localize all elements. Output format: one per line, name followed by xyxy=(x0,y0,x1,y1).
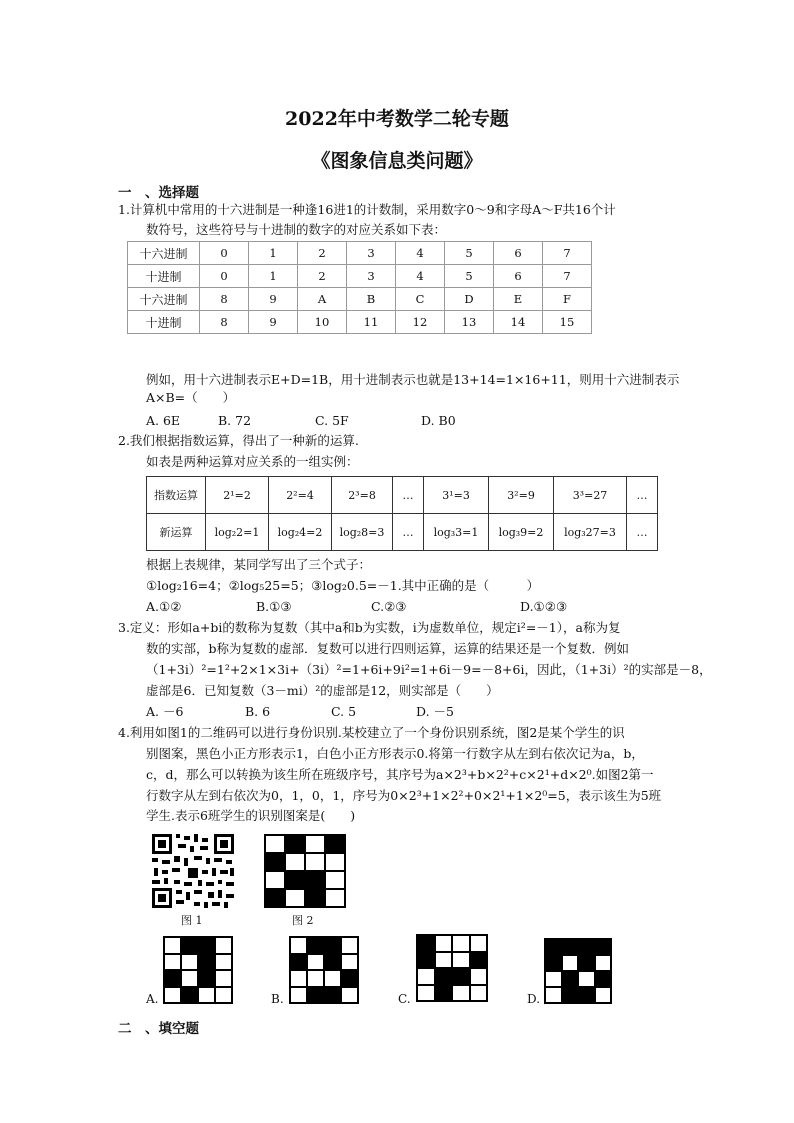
table-cell: 1 xyxy=(249,265,298,288)
table-cell: 12 xyxy=(396,311,445,334)
table-cell: 5 xyxy=(445,242,494,265)
table-cell: 15 xyxy=(543,311,592,334)
table-row-head: 十六进制 xyxy=(128,242,200,265)
q3-option-a[interactable]: A. －6 xyxy=(146,704,184,719)
table-cell: 8 xyxy=(200,311,249,334)
q4-line4: 行数字从左到右依次为0，1，0，1，序号为0×2³+1×2²+0×2¹+1×2⁰=5，表示该生为5班 xyxy=(146,788,662,803)
table-cell: 6 xyxy=(494,242,543,265)
table-cell: 4 xyxy=(396,265,445,288)
q2-option-c[interactable]: C.②③ xyxy=(371,599,407,614)
figure2-pattern xyxy=(264,834,346,908)
table-cell: 9 xyxy=(249,288,298,311)
q2-option-b[interactable]: B.①③ xyxy=(256,599,292,614)
q4-line5: 学生.表示6班学生的识别图案是( ) xyxy=(146,808,356,823)
table-cell: log₂4=2 xyxy=(269,514,332,551)
table-cell: C xyxy=(396,288,445,311)
q2-line2: 如表是两种运算对应关系的一组实例： xyxy=(146,454,359,469)
hex-decimal-table xyxy=(127,241,592,334)
q1-option-b[interactable]: B. 72 xyxy=(218,413,252,428)
q1-line1: 1.计算机中常用的十六进制是一种逢16进1的计数制，采用数字0～9和字母A～F共16个计 xyxy=(118,202,616,217)
table-cell: 2 xyxy=(298,265,347,288)
table-cell: 0 xyxy=(200,242,249,265)
table-row-head: 新运算 xyxy=(147,514,206,551)
q4-option-d-label[interactable]: D. xyxy=(527,992,541,1006)
table-cell: log₃27=3 xyxy=(554,514,627,551)
table-cell: D xyxy=(445,288,494,311)
table-row-head: 十进制 xyxy=(128,311,200,334)
table-cell: E xyxy=(494,288,543,311)
q2-line3: 根据上表规律，某同学写出了三个式子： xyxy=(146,557,372,572)
table-row xyxy=(128,242,592,265)
table-cell: 9 xyxy=(249,311,298,334)
q2-line4: ①log₂16=4；②log₅25=5；③log₂0.5=－1.其中正确的是（ ） xyxy=(146,578,540,593)
q4-option-a-pattern[interactable] xyxy=(163,936,233,1004)
table-cell: log₂2=1 xyxy=(206,514,269,551)
q1-option-a[interactable]: A. 6E xyxy=(146,413,181,428)
q4-option-d-pattern[interactable] xyxy=(544,938,612,1004)
q3-line1: 3.定义：形如a+bi的数称为复数（其中a和b为实数，i为虚数单位，规定i²=－1），a称为复 xyxy=(118,620,621,635)
qr-code-figure xyxy=(150,832,236,910)
q2-line1: 2.我们根据指数运算，得出了一种新的运算. xyxy=(118,433,359,448)
q4-option-a-label[interactable]: A. xyxy=(146,992,159,1006)
table-row-head: 指数运算 xyxy=(147,477,206,514)
table-cell: 7 xyxy=(543,265,592,288)
doc-subtitle: 《图象信息类问题》 xyxy=(311,150,483,172)
table-cell: … xyxy=(627,477,658,514)
table-row xyxy=(128,288,592,311)
q4-line3: c，d，那么可以转换为该生所在班级序号，其序号为a×2³+b×2²+c×2¹+d×2⁰.如图2第一 xyxy=(146,767,654,782)
table-cell: 8 xyxy=(200,288,249,311)
q3-line3: （1+3i）²=1²+2×1×3i+（3i）²=1+6i+9i²=1+6i－9=－8+6i，因此，（1+3i）²的实部是－8， xyxy=(146,662,712,677)
table-cell: 10 xyxy=(298,311,347,334)
table-cell: 4 xyxy=(396,242,445,265)
table-cell: log₃9=2 xyxy=(489,514,554,551)
table-cell: 3 xyxy=(347,265,396,288)
q2-option-d[interactable]: D.①②③ xyxy=(520,599,568,614)
exponent-log-table xyxy=(146,476,658,551)
section-fill-heading: 二 、填空题 xyxy=(118,1021,199,1037)
table-cell: 2³=8 xyxy=(332,477,393,514)
table-cell: 0 xyxy=(200,265,249,288)
table-cell: 7 xyxy=(543,242,592,265)
table-cell: 3³=27 xyxy=(554,477,627,514)
table-cell: 5 xyxy=(445,265,494,288)
table-cell: 2²=4 xyxy=(269,477,332,514)
table-cell: 1 xyxy=(249,242,298,265)
table-cell: 2 xyxy=(298,242,347,265)
table-row-head: 十进制 xyxy=(128,265,200,288)
table-cell: 3 xyxy=(347,242,396,265)
table-cell: 11 xyxy=(347,311,396,334)
q4-option-c-label[interactable]: C. xyxy=(398,992,411,1006)
q4-line1: 4.利用如图1的二维码可以进行身份识别.某校建立了一个身份识别系统，图2是某个学生的识 xyxy=(118,725,625,740)
table-cell: 13 xyxy=(445,311,494,334)
q3-line2: 数的实部，b称为复数的虚部．复数可以进行四则运算，运算的结果还是一个复数．例如 xyxy=(146,641,630,656)
table-row xyxy=(128,311,592,334)
table-cell: 6 xyxy=(494,265,543,288)
table-cell: … xyxy=(393,514,424,551)
table-cell: 3²=9 xyxy=(489,477,554,514)
q3-line4: 虚部是6．已知复数（3－mi）²的虚部是12，则实部是（ ） xyxy=(146,683,499,698)
table-cell: log₂8=3 xyxy=(332,514,393,551)
q3-option-b[interactable]: B. 6 xyxy=(245,704,271,719)
q3-option-d[interactable]: D. －5 xyxy=(416,704,454,719)
table-cell: log₃3=1 xyxy=(424,514,489,551)
table-cell: F xyxy=(543,288,592,311)
q4-option-b-pattern[interactable] xyxy=(289,936,359,1004)
section-choice-heading: 一 、选择题 xyxy=(118,185,199,201)
table-row-head: 十六进制 xyxy=(128,288,200,311)
q4-option-b-label[interactable]: B. xyxy=(271,992,284,1006)
q2-option-a[interactable]: A.①② xyxy=(146,599,182,614)
table-cell: … xyxy=(393,477,424,514)
table-cell: A xyxy=(298,288,347,311)
table-cell: … xyxy=(627,514,658,551)
q3-option-c[interactable]: C. 5 xyxy=(331,704,357,719)
q1-line3: 例如，用十六进制表示E+D=1B，用十进制表示也就是13+14=1×16+11，则用十六进制表示 xyxy=(146,372,680,387)
table-cell: 2¹=2 xyxy=(206,477,269,514)
q1-line4: A×B=（ ） xyxy=(146,390,236,405)
doc-title: 2022年中考数学二轮专题 xyxy=(285,108,509,130)
q4-option-c-pattern[interactable] xyxy=(416,934,488,1002)
table-cell: 14 xyxy=(494,311,543,334)
q1-option-d[interactable]: D. B0 xyxy=(421,413,456,428)
table-row xyxy=(128,265,592,288)
q4-line2: 别图案，黑色小正方形表示1，白色小正方形表示0.将第一行数字从左到右依次记为a，b， xyxy=(146,746,644,761)
figure2-caption: 图 2 xyxy=(292,914,314,927)
table-cell: B xyxy=(347,288,396,311)
table-cell: 3¹=3 xyxy=(424,477,489,514)
q1-option-c[interactable]: C. 5F xyxy=(315,413,349,428)
q1-line2: 数符号，这些符号与十进制的数字的对应关系如下表： xyxy=(146,222,447,237)
figure1-caption: 图 1 xyxy=(181,914,203,927)
